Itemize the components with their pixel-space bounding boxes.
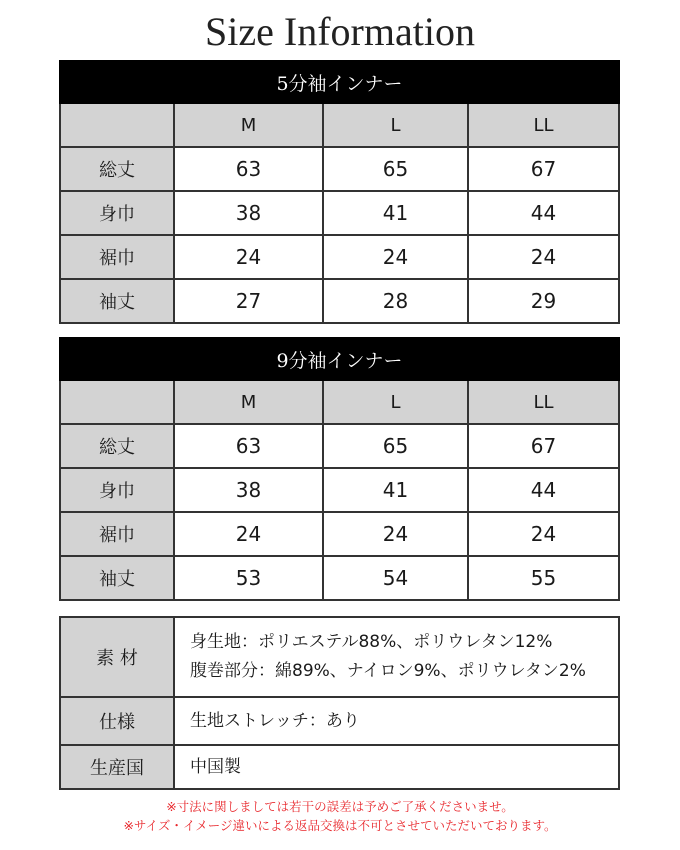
table-row xyxy=(60,279,619,323)
table-cell: 24 xyxy=(174,512,323,556)
table-cell: 27 xyxy=(174,279,323,323)
table-cell: 41 xyxy=(323,468,468,512)
table-cell: 67 xyxy=(468,424,619,468)
table-cell: 29 xyxy=(468,279,619,323)
table-cell: 24 xyxy=(323,235,468,279)
column-header: LL xyxy=(468,380,619,424)
spec-label: 仕様 xyxy=(60,697,174,745)
spec-value: 生地ストレッチ：あり xyxy=(174,697,619,745)
material-value xyxy=(174,617,619,697)
table-cell: 38 xyxy=(174,191,323,235)
table-row xyxy=(60,191,619,235)
origin-label: 生産国 xyxy=(60,745,174,789)
table-cell: 63 xyxy=(174,424,323,468)
table-title: 9分袖インナー xyxy=(60,338,619,380)
table-row xyxy=(60,512,619,556)
note-line: ※サイズ・イメージ違いによる返品交換は不可とさせていただいております。 xyxy=(123,818,557,833)
row-label: 総丈 xyxy=(60,424,174,468)
table-cell: 28 xyxy=(323,279,468,323)
table-cell: 63 xyxy=(174,147,323,191)
table-cell: 54 xyxy=(323,556,468,600)
column-header: LL xyxy=(468,103,619,147)
material-label: 素 材 xyxy=(60,617,174,697)
table-cell: 24 xyxy=(174,235,323,279)
spec-row xyxy=(60,697,619,745)
origin-value: 中国製 xyxy=(174,745,619,789)
material-row xyxy=(60,617,619,697)
row-label: 袖丈 xyxy=(60,279,174,323)
table-cell: 44 xyxy=(468,468,619,512)
column-header: L xyxy=(323,103,468,147)
table-cell: 65 xyxy=(323,147,468,191)
table-cell: 24 xyxy=(468,512,619,556)
table-row xyxy=(60,556,619,600)
row-label: 裾巾 xyxy=(60,235,174,279)
row-label: 袖丈 xyxy=(60,556,174,600)
table-row xyxy=(60,147,619,191)
row-label: 総丈 xyxy=(60,147,174,191)
table-cell: 38 xyxy=(174,468,323,512)
column-header: M xyxy=(174,380,323,424)
table-cell: 67 xyxy=(468,147,619,191)
origin-row xyxy=(60,745,619,789)
table-cell: 44 xyxy=(468,191,619,235)
product-info-table xyxy=(59,616,620,790)
row-label: 身巾 xyxy=(60,468,174,512)
size-table-5bunsode xyxy=(59,60,620,324)
page-title: Size Information xyxy=(205,9,475,54)
material-line: 身生地：ポリエステル88%、ポリウレタン12% xyxy=(190,632,553,652)
row-label: 裾巾 xyxy=(60,512,174,556)
table-cell: 41 xyxy=(323,191,468,235)
table-cell: 53 xyxy=(174,556,323,600)
table-cell: 65 xyxy=(323,424,468,468)
table-cell: 24 xyxy=(468,235,619,279)
column-header: M xyxy=(174,103,323,147)
note-line: ※寸法に関しましては若干の誤差は予めご了承くださいませ。 xyxy=(166,799,514,814)
table-row xyxy=(60,235,619,279)
corner-cell xyxy=(60,103,174,147)
table-cell: 55 xyxy=(468,556,619,600)
table-row xyxy=(60,468,619,512)
table-cell: 24 xyxy=(323,512,468,556)
size-table-9bunsode xyxy=(59,337,620,601)
column-header: L xyxy=(323,380,468,424)
row-label: 身巾 xyxy=(60,191,174,235)
table-title: 5分袖インナー xyxy=(60,61,619,103)
corner-cell xyxy=(60,380,174,424)
table-row xyxy=(60,424,619,468)
notes xyxy=(0,797,680,835)
material-line: 腹巻部分：綿89%、ナイロン9%、ポリウレタン2% xyxy=(190,661,586,681)
